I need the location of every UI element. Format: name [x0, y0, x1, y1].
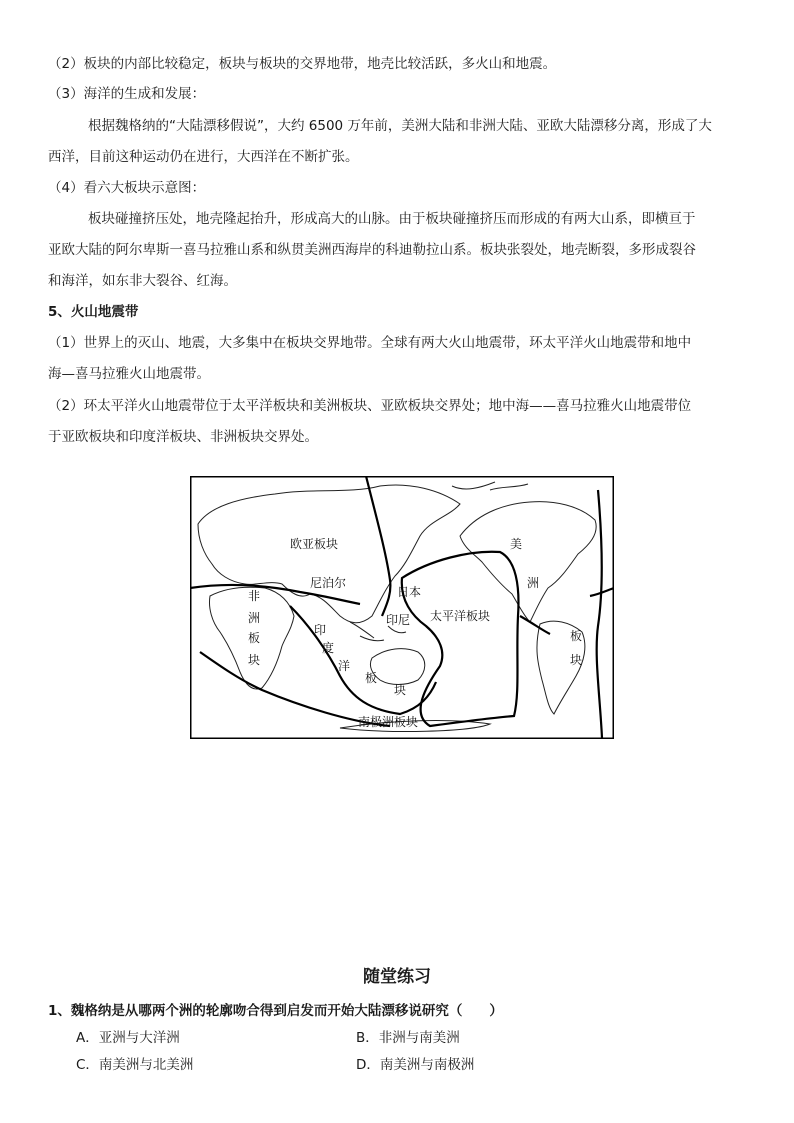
label-indian-plate-char: 度	[322, 641, 335, 655]
paragraph-belts-line2: 海—喜马拉雅火山地震带。	[48, 366, 210, 382]
label-african-plate-char: 板	[248, 631, 261, 645]
label-indian-plate-char: 块	[394, 683, 407, 697]
paragraph-collision-line3: 和海洋，如东非大裂谷、红海。	[48, 273, 237, 289]
label-american-plate-char: 块	[570, 653, 583, 667]
option-a[interactable]: A．亚洲与大洋洲	[76, 1030, 180, 1046]
label-japan: 日本	[397, 585, 422, 599]
option-b[interactable]: B．非洲与南美洲	[356, 1030, 460, 1046]
paragraph-location-line1: （2）环太平洋火山地震带位于太平洋板块和美洲板块、亚欧板块交界处；地中海——喜马拉雅火山地震带位	[48, 398, 692, 414]
label-indian-plate-char: 印	[314, 623, 327, 637]
paragraph-map-intro: （4）看六大板块示意图：	[48, 180, 206, 196]
label-indian-plate-char: 洋	[338, 659, 351, 673]
label-antarctic-plate: 南极洲板块	[358, 715, 419, 729]
label-african-plate-char: 非	[248, 589, 261, 603]
question-1: 1、魏格纳是从哪两个洲的轮廓吻合得到启发而开始大陆漂移说研究（ ）	[48, 1003, 503, 1019]
option-d[interactable]: D．南美洲与南极洲	[356, 1057, 475, 1073]
map-frame	[191, 477, 614, 739]
plate-map-svg	[190, 476, 614, 739]
paragraph-ocean-heading: （3）海洋的生成和发展：	[48, 86, 206, 102]
paragraph-location-line2: 于亚欧板块和印度洋板块、非洲板块交界处。	[48, 429, 318, 445]
label-pacific-plate: 太平洋板块	[430, 609, 491, 623]
paragraph-collision-line2: 亚欧大陆的阿尔卑斯一喜马拉雅山系和纵贯美洲西海岸的科迪勒拉山系。板块张裂处，地壳断裂，多形成裂谷	[48, 242, 696, 258]
practice-heading: 随堂练习	[363, 967, 431, 987]
label-indonesia: 印尼	[386, 613, 411, 627]
label-american-plate-char: 板	[570, 629, 583, 643]
paragraph-drift-line2: 西洋，目前这种运动仍在进行，大西洋在不断扩张。	[48, 149, 359, 165]
label-nepal: 尼泊尔	[310, 576, 347, 590]
paragraph-belts-line1: （1）世界上的灭山、地震，大多集中在板块交界地带。全球有两大火山地震带，环太平洋火山地震带和地中	[48, 335, 692, 351]
paragraph-collision-line1: 板块碰撞挤压处，地壳隆起抬升，形成高大的山脉。由于板块碰撞挤压而形成的有两大山系，即横亘于	[88, 211, 696, 227]
label-american-plate-char: 美	[510, 537, 523, 551]
label-eurasian-plate: 欧亚板块	[290, 537, 339, 551]
paragraph-drift-line1: 根据魏格纳的“大陆漂移假说”，大约 6500 万年前，美洲大陆和非洲大陆、亚欧大陆漂移分离，形成了大	[88, 118, 712, 134]
label-american-plate-char: 洲	[527, 576, 540, 590]
option-c[interactable]: C．南美洲与北美洲	[76, 1057, 194, 1073]
label-indian-plate-char: 板	[365, 671, 378, 685]
label-african-plate-char: 洲	[248, 611, 261, 625]
label-african-plate-char: 块	[248, 653, 261, 667]
paragraph-plate-boundary: （2）板块的内部比较稳定，板块与板块的交界地带，地壳比较活跃，多火山和地震。	[48, 56, 557, 72]
plate-map	[190, 476, 614, 739]
section-heading-volcano: 5、火山地震带	[48, 304, 139, 320]
